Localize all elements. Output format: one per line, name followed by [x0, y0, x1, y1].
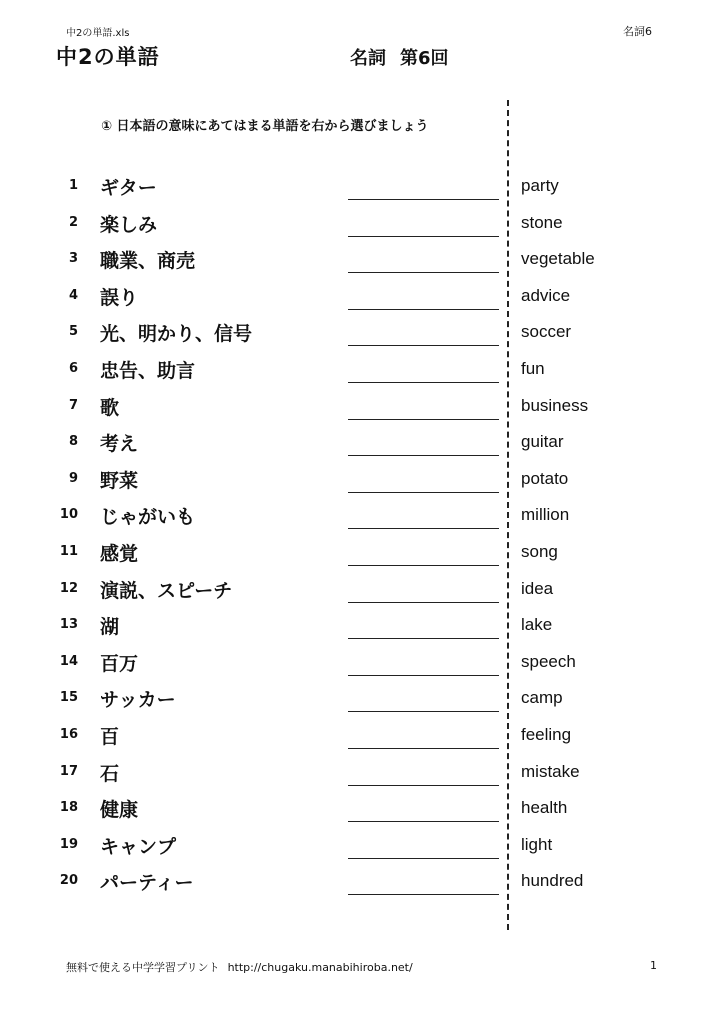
japanese-word: 歌 [100, 396, 120, 419]
subtitle-round: 第6回 [400, 48, 449, 69]
question-number: 11 [59, 544, 78, 559]
question-number: 9 [68, 470, 78, 486]
question-number: 7 [68, 397, 78, 413]
english-choice: party [521, 176, 559, 195]
question-number: 12 [59, 580, 78, 596]
japanese-word: 健康 [100, 799, 139, 822]
english-choice: camp [521, 688, 563, 708]
japanese-word: 湖 [100, 616, 120, 639]
answer-line[interactable] [348, 309, 499, 310]
japanese-word: サッカー [100, 689, 176, 712]
answer-line[interactable] [348, 565, 499, 566]
question-number: 8 [68, 434, 78, 450]
answer-line[interactable] [348, 711, 499, 712]
question-number: 19 [59, 836, 78, 852]
subtitle-category: 名詞 [350, 48, 386, 69]
page-number: 1 [650, 959, 657, 972]
worksheet-subtitle [350, 44, 449, 70]
answer-line[interactable] [348, 382, 499, 383]
question-number: 13 [59, 617, 78, 633]
page-title: 中2の単語 [56, 45, 160, 69]
english-choice: mistake [521, 761, 580, 781]
english-choice: fun [521, 359, 545, 378]
question-number: 6 [68, 361, 78, 376]
answer-line[interactable] [348, 455, 499, 456]
question-number: 16 [59, 727, 78, 742]
english-choice: million [521, 505, 570, 525]
footer [66, 959, 413, 975]
question-number: 10 [59, 507, 78, 523]
file-name: 中2の単語.xls [66, 28, 130, 39]
sheet-label: 名詞6 [623, 25, 652, 38]
japanese-word: 石 [100, 762, 120, 785]
answer-line[interactable] [348, 419, 499, 420]
question-number: 18 [59, 800, 78, 816]
english-choice: light [521, 834, 553, 854]
footer-url[interactable]: http://chugaku.manabihiroba.net/ [227, 961, 413, 974]
english-choice: advice [521, 285, 571, 305]
answer-line[interactable] [348, 345, 499, 346]
english-choice: lake [521, 615, 553, 635]
answer-line[interactable] [348, 894, 499, 895]
english-choice: feeling [521, 725, 572, 744]
answer-line[interactable] [348, 858, 499, 859]
answer-line[interactable] [348, 785, 499, 786]
english-choice: soccer [521, 322, 572, 342]
instruction-text: ① 日本語の意味にあてはまる単語を右から選びましょう [101, 119, 429, 134]
question-number: 14 [59, 653, 78, 669]
answer-line[interactable] [348, 748, 499, 749]
question-number: 17 [59, 763, 78, 779]
japanese-word: 百万 [100, 652, 139, 675]
japanese-word: キャンプ [100, 835, 177, 858]
answer-line[interactable] [348, 528, 499, 529]
dashed-divider [507, 100, 509, 930]
answer-line[interactable] [348, 675, 499, 676]
english-choice: speech [521, 651, 576, 671]
question-number: 15 [59, 690, 78, 706]
answer-line[interactable] [348, 236, 499, 237]
english-choice: potato [521, 468, 569, 488]
japanese-word: 誤り [100, 286, 139, 309]
japanese-word: 光、明かり、信号 [100, 323, 253, 346]
english-choice: vegetable [521, 249, 595, 269]
question-number: 20 [59, 873, 78, 889]
footer-text: 無料で使える中学学習プリント [66, 961, 220, 974]
english-choice: hundred [521, 871, 584, 891]
japanese-word: パーティー [100, 872, 194, 895]
english-choice: song [521, 542, 558, 561]
japanese-word: じゃがいも [100, 506, 196, 529]
question-number: 3 [68, 251, 78, 267]
japanese-word: 百 [100, 726, 120, 748]
english-choice: stone [521, 212, 563, 232]
japanese-word: 野菜 [100, 469, 139, 492]
answer-line[interactable] [348, 821, 499, 822]
question-number: 1 [68, 178, 78, 193]
japanese-word: 忠告、助言 [100, 360, 196, 382]
answer-line[interactable] [348, 272, 499, 273]
japanese-word: 職業、商売 [100, 250, 196, 273]
english-choice: health [521, 798, 568, 818]
question-number: 5 [68, 324, 78, 340]
question-number: 4 [68, 287, 78, 303]
japanese-word: 楽しみ [100, 213, 158, 236]
answer-line[interactable] [348, 638, 499, 639]
answer-line[interactable] [348, 199, 499, 200]
answer-line[interactable] [348, 602, 499, 603]
japanese-word: 感覚 [100, 543, 139, 565]
japanese-word: 演説、スピーチ [100, 579, 233, 602]
english-choice: business [521, 395, 589, 415]
answer-line[interactable] [348, 492, 499, 493]
english-choice: guitar [521, 432, 564, 452]
japanese-word: ギター [100, 177, 157, 199]
english-choice: idea [521, 578, 554, 598]
japanese-word: 考え [100, 433, 139, 456]
question-number: 2 [68, 214, 78, 230]
